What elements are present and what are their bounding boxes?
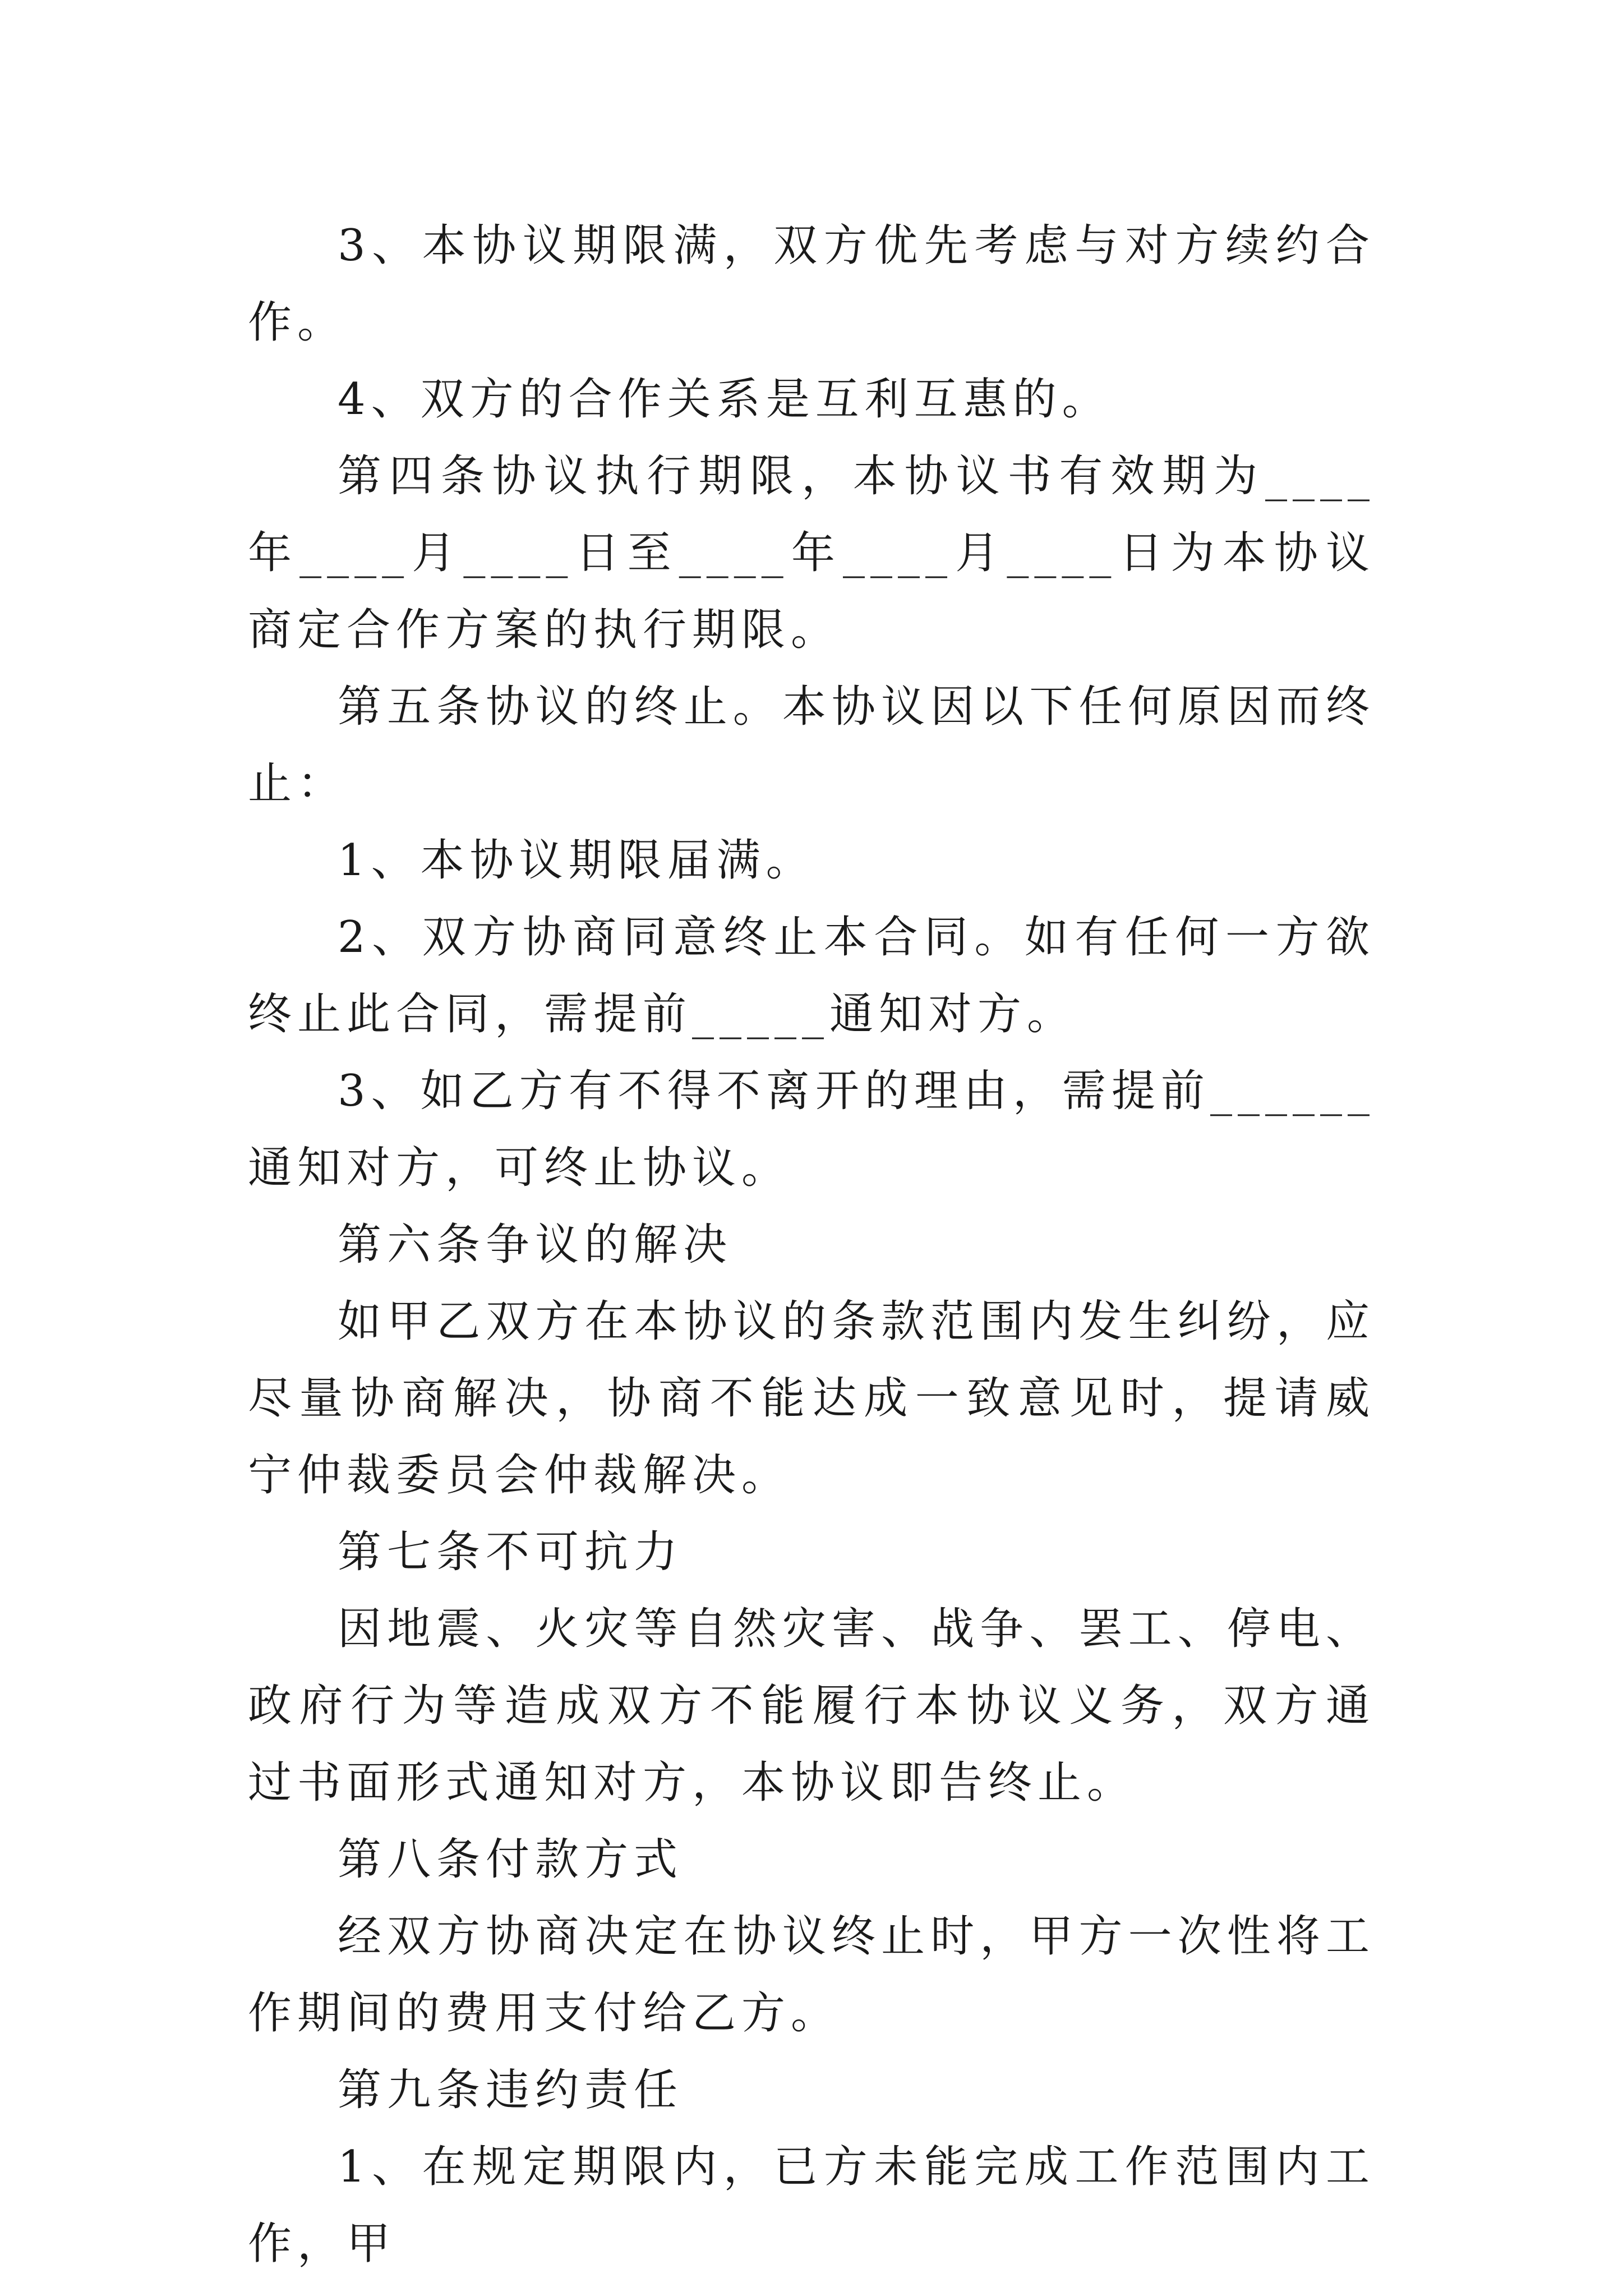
clause-4-mutual-benefit: 4、双方的合作关系是互利互惠的。 <box>338 374 1112 425</box>
document-body <box>248 208 1375 2283</box>
termination-item-1: 1、本协议期限届满。 <box>338 835 815 886</box>
article-4-term: 第四条协议执行期限，本协议书有效期为____年____月____日至____年____月____日为本协议商定合作方案的执行期限。 <box>248 451 1375 655</box>
clause-3-renewal: 3、本协议期限满，双方优先考虑与对方续约合作。 <box>248 220 1375 348</box>
article-9-item-1: 1、在规定期限内，已方未能完成工作范围内工作，甲 <box>248 2142 1375 2269</box>
article-6-dispute-text: 如甲乙双方在本协议的条款范围内发生纠纷，应尽量协商解决，协商不能达成一致意见时，提请威宁仲裁委员会仲裁解决。 <box>248 1296 1375 1501</box>
article-8-heading: 第八条付款方式 <box>338 1834 684 1885</box>
article-7-heading: 第七条不可抗力 <box>338 1527 684 1577</box>
article-8-payment-text: 经双方协商决定在协议终止时，甲方一次性将工作期间的费用支付给乙方。 <box>248 1911 1375 2039</box>
article-7-force-majeure-text: 因地震、火灾等自然灾害、战争、罢工、停电、政府行为等造成双方不能履行本协议义务，双方通过书面形式通知对方，本协议即告终止。 <box>248 1604 1375 1808</box>
termination-item-2: 2、双方协商同意终止本合同。如有任何一方欲终止此合同，需提前_____通知对方。 <box>248 912 1375 1039</box>
article-9-heading: 第九条违约责任 <box>338 2065 684 2115</box>
article-6-heading: 第六条争议的解决 <box>338 1220 733 1270</box>
termination-item-3: 3、如乙方有不得不离开的理由，需提前______通知对方，可终止协议。 <box>248 1066 1375 1193</box>
article-5-termination: 第五条协议的终止。本协议因以下任何原因而终止： <box>248 682 1375 809</box>
